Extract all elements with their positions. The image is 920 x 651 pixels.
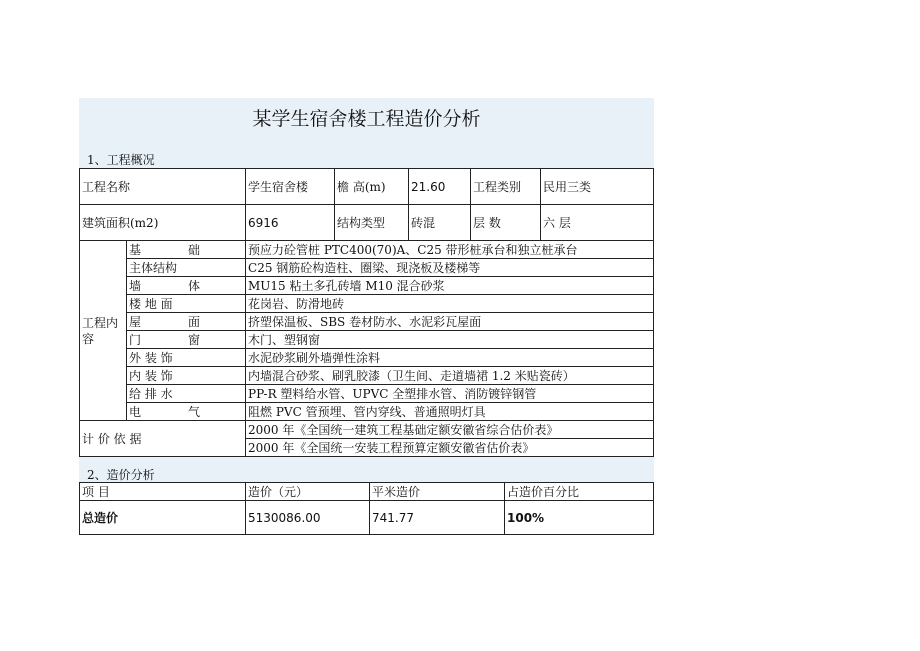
pricing-basis-item: 2000 年《全国统一安装工程预算定额安徽省估价表》 — [246, 439, 654, 457]
table-row — [80, 313, 654, 331]
value-structure-type: 砖混 — [409, 205, 471, 241]
label-pricing-basis: 计 价 依 据 — [80, 421, 246, 457]
content-item-label: 墙 体 — [127, 277, 246, 295]
table-row — [80, 385, 654, 403]
table-row — [80, 483, 654, 501]
table-row — [80, 421, 654, 439]
content-item-label: 屋 面 — [127, 313, 246, 331]
content-item-label: 主体结构 — [127, 259, 246, 277]
table-row — [80, 403, 654, 421]
content-item-value: 阻燃 PVC 管预埋、管内穿线、普通照明灯具 — [246, 403, 654, 421]
header-per-sqm: 平米造价 — [370, 483, 505, 501]
total-label: 总造价 — [80, 501, 246, 535]
table-row — [80, 501, 654, 535]
table-row — [80, 331, 654, 349]
value-project-type: 民用三类 — [541, 169, 654, 205]
label-project-content: 工程内容 — [80, 241, 127, 421]
header-item: 项 目 — [80, 483, 246, 501]
content-item-label: 电 气 — [127, 403, 246, 421]
value-project-name: 学生宿舍楼 — [246, 169, 335, 205]
content-item-value: 内墙混合砂浆、刷乳胶漆（卫生间、走道墙裙 1.2 米贴瓷砖） — [246, 367, 654, 385]
label-eave-height: 檐 高(m) — [335, 169, 409, 205]
content-item-value: PP-R 塑料给水管、UPVC 全塑排水管、消防镀锌钢管 — [246, 385, 654, 403]
table-row — [80, 259, 654, 277]
total-cost: 5130086.00 — [246, 501, 370, 535]
overview-table — [79, 168, 654, 457]
content-item-value: 水泥砂浆刷外墙弹性涂料 — [246, 349, 654, 367]
header-cost: 造价（元） — [246, 483, 370, 501]
label-structure-type: 结构类型 — [335, 205, 409, 241]
table-row — [80, 205, 654, 241]
table-row — [80, 277, 654, 295]
content-item-value: 木门、塑钢窗 — [246, 331, 654, 349]
content-item-label: 楼 地 面 — [127, 295, 246, 313]
total-percentage: 100% — [505, 501, 654, 535]
content-item-label: 内 装 饰 — [127, 367, 246, 385]
value-floors: 六 层 — [541, 205, 654, 241]
content-item-label: 门 窗 — [127, 331, 246, 349]
total-per-sqm: 741.77 — [370, 501, 505, 535]
table-row — [80, 367, 654, 385]
pricing-basis-item: 2000 年《全国统一建筑工程基础定额安徽省综合估价表》 — [246, 421, 654, 439]
table-row — [80, 169, 654, 205]
table-row — [80, 295, 654, 313]
label-project-name: 工程名称 — [80, 169, 246, 205]
label-project-type: 工程类别 — [471, 169, 541, 205]
table-row — [80, 349, 654, 367]
value-building-area: 6916 — [246, 205, 335, 241]
cost-analysis-table — [79, 482, 654, 535]
content-item-label: 外 装 饰 — [127, 349, 246, 367]
page-title: 某学生宿舍楼工程造价分析 — [252, 108, 481, 130]
content-item-value: MU15 粘土多孔砖墙 M10 混合砂浆 — [246, 277, 654, 295]
content-item-value: 挤塑保温板、SBS 卷材防水、水泥彩瓦屋面 — [246, 313, 654, 331]
label-floors: 层 数 — [471, 205, 541, 241]
header-percentage: 占造价百分比 — [505, 483, 654, 501]
section-heading-overview: 1、工程概况 — [87, 153, 155, 167]
table-row — [80, 241, 654, 259]
content-item-value: 花岗岩、防滑地砖 — [246, 295, 654, 313]
label-building-area: 建筑面积(m2) — [80, 205, 246, 241]
content-item-value: 预应力砼管桩 PTC400(70)A、C25 带形桩承台和独立桩承台 — [246, 241, 654, 259]
section-heading-cost-analysis: 2、造价分析 — [87, 468, 155, 482]
content-item-value: C25 钢筋砼构造柱、圈梁、现浇板及楼梯等 — [246, 259, 654, 277]
value-eave-height: 21.60 — [409, 169, 471, 205]
content-item-label: 给 排 水 — [127, 385, 246, 403]
content-item-label: 基 础 — [127, 241, 246, 259]
